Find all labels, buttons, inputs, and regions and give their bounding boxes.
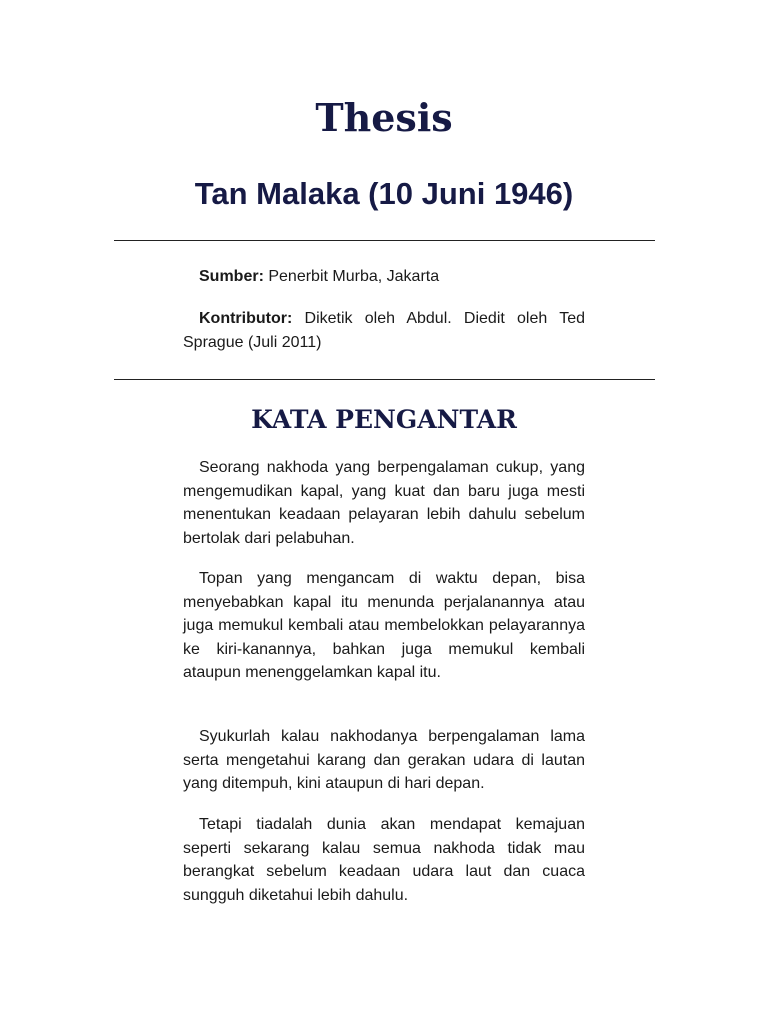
section-heading: KATA PENGANTAR [251,405,517,434]
contributor-value: Diketik oleh Abdul. Diedit oleh Ted Sprague (Juli 2011) [183,310,585,351]
source-label: Sumber: [199,268,264,285]
contributor-line [183,307,585,354]
source-value: Penerbit Murba, Jakarta [268,268,440,285]
paragraph: Topan yang mengancam di waktu depan, bisa menyebabkan kapal itu menunda perjalanannya atau juga memukul kembali atau membelokkan pelayarannya ke kiri-kanannya, bahkan juga memukul kembali ataupun menenggelamkan kapal itu. [183,570,585,681]
source-line [183,265,585,289]
paragraph: Syukurlah kalau nakhodanya berpengalaman lama serta mengetahui karang dan gerakan udara di lautan yang ditempuh, kini ataupun di hari depan. [183,728,585,792]
bottom-divider [114,379,655,380]
document-title: Thesis [315,95,453,140]
paragraph: Tetapi tiadalah dunia akan mendapat kemajuan seperti sekarang kalau semua nakhoda tidak mau berangkat sebelum keadaan udara laut dan cuaca sungguh diketahui lebih dahulu. [183,816,585,904]
top-divider [114,240,655,241]
paragraph: Seorang nakhoda yang berpengalaman cukup, yang mengemudikan kapal, yang kuat dan baru juga mesti menentukan keadaan pelayaran lebih dahulu sebelum bertolak dari pelabuhan. [183,459,585,547]
contributor-label: Kontributor: [199,310,293,327]
document-subtitle: Tan Malaka (10 Juni 1946) [194,176,574,211]
